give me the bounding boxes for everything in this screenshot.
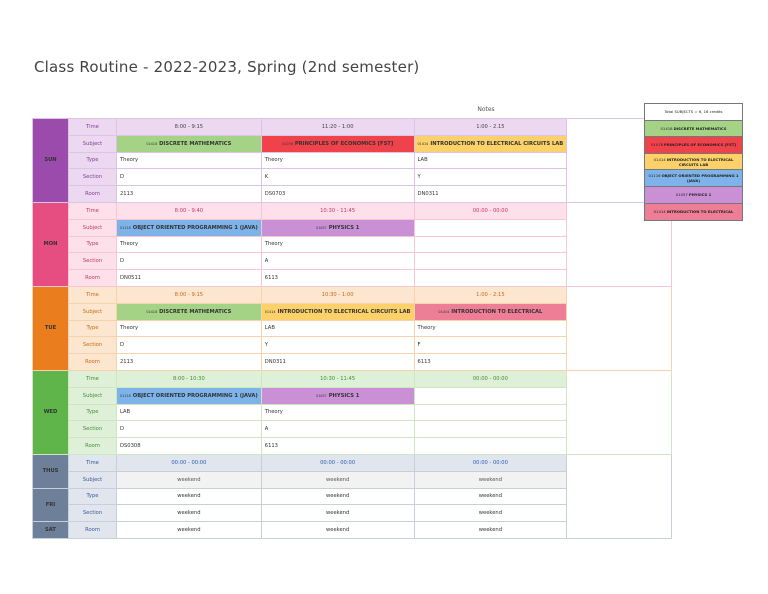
section-cell: D [117, 337, 262, 354]
day-label-wed: WED [33, 370, 69, 454]
row-label: Type [69, 488, 117, 505]
type-cell: Theory [261, 404, 414, 421]
type-cell: Theory [261, 152, 414, 169]
table-row [33, 119, 672, 136]
subject-code: 01116 [120, 393, 131, 398]
section-cell: D [117, 253, 262, 270]
legend-name: PHYSICS 1 [688, 191, 712, 197]
type-cell: LAB [261, 320, 414, 337]
legend-item [645, 154, 742, 171]
section-cell [414, 421, 567, 438]
row-label: Type [69, 236, 117, 253]
subject-name: OBJECT ORIENTED PROGRAMMING 1 (JAVA) [132, 224, 258, 231]
type-cell: Theory [261, 236, 414, 253]
legend-name: INTRODUCTION TO ELECTRICAL CIRCUITS LAB [666, 156, 734, 167]
weekend-cell: weekend [261, 488, 414, 505]
type-cell: Theory [117, 320, 262, 337]
time-cell: 11:20 - 1:00 [261, 119, 414, 136]
section-cell: D [117, 421, 262, 438]
subject-name: INTRODUCTION TO ELECTRICAL [451, 308, 543, 315]
subject-code: 01418 [146, 309, 158, 314]
row-label: Room [69, 522, 117, 539]
subject-name: DISCRETE MATHEMATICS [159, 308, 232, 315]
section-cell: D [117, 169, 262, 186]
subject-code: 01414 [438, 309, 450, 314]
legend-header: Total SUBJECTS = 6, 16 credits [645, 104, 742, 121]
subject-code: 01078 [282, 141, 293, 146]
room-cell: 6113 [414, 354, 567, 371]
row-label: Time [69, 202, 117, 219]
row-label: Type [69, 404, 117, 421]
subject-name: INTRODUCTION TO ELECTRICAL CIRCUITS LAB [277, 308, 411, 315]
notes-cell[interactable] [567, 454, 672, 538]
section-cell: Y [414, 169, 567, 186]
section-cell [414, 253, 567, 270]
row-label: Time [69, 370, 117, 387]
legend-item [645, 121, 742, 138]
section-cell: K [261, 169, 414, 186]
row-label: Time [69, 286, 117, 303]
legend-code: 01116 [648, 173, 661, 179]
room-cell: DN0311 [414, 186, 567, 203]
subject-code: 01116 [120, 225, 131, 230]
weekend-cell: weekend [414, 505, 567, 522]
legend-item [645, 137, 742, 154]
row-label: Section [69, 253, 117, 270]
subject-cell [117, 219, 262, 236]
subject-cell [117, 303, 262, 320]
room-cell: 2113 [117, 186, 262, 203]
time-cell: 10:30 - 11:45 [261, 370, 414, 387]
weekend-cell: weekend [414, 488, 567, 505]
row-label: Type [69, 320, 117, 337]
legend-item [645, 187, 742, 204]
type-cell: Theory [117, 152, 262, 169]
type-cell: LAB [117, 404, 262, 421]
row-label: Subject [69, 219, 117, 236]
day-label-tue: TUE [33, 286, 69, 370]
row-label: Time [69, 119, 117, 136]
time-cell: 00:00 - 00:00 [414, 202, 567, 219]
time-cell: 1:00 - 2.15 [414, 119, 567, 136]
row-label: Type [69, 152, 117, 169]
routine-table [32, 118, 672, 539]
weekend-cell: weekend [261, 471, 414, 488]
time-cell: 1:00 - 2:15 [414, 286, 567, 303]
row-label: Subject [69, 303, 117, 320]
type-cell [414, 404, 567, 421]
weekend-cell: weekend [414, 522, 567, 539]
subject-name: PHYSICS 1 [328, 224, 360, 231]
weekend-cell: weekend [117, 488, 262, 505]
type-cell [414, 236, 567, 253]
time-cell: 10:30 - 11:45 [261, 202, 414, 219]
notes-label: Notes [477, 106, 495, 113]
day-label-sat: SAT [33, 522, 69, 539]
weekend-cell: weekend [414, 471, 567, 488]
legend-code: 01418 [660, 125, 673, 131]
time-cell: 00:00 - 00:00 [117, 454, 262, 471]
row-label: Section [69, 505, 117, 522]
section-cell: A [261, 421, 414, 438]
subject-name: INTRODUCTION TO ELECTRICAL CIRCUITS LAB [430, 140, 564, 147]
subject-name: PHYSICS 1 [328, 392, 360, 399]
type-cell: Theory [414, 320, 567, 337]
weekend-cell: weekend [117, 522, 262, 539]
legend-name: PRINCIPLES OF ECONOMICS [FST] [664, 142, 737, 148]
weekend-cell: weekend [261, 505, 414, 522]
subject-cell [414, 219, 567, 236]
row-label: Section [69, 337, 117, 354]
room-cell: DN0311 [261, 354, 414, 371]
type-cell: Theory [117, 236, 262, 253]
legend-name: OBJECT ORIENTED PROGRAMMING 1 (JAVA) [661, 173, 739, 184]
legend-code: 01414 [653, 156, 666, 162]
subject-cell [261, 387, 414, 404]
legend-code: 01078 [650, 142, 664, 148]
subject-code: 01414 [417, 141, 429, 146]
type-cell: LAB [414, 152, 567, 169]
row-label: Subject [69, 387, 117, 404]
weekend-cell: weekend [117, 505, 262, 522]
subject-cell [117, 387, 262, 404]
room-cell: 2113 [117, 354, 262, 371]
row-label: Subject [69, 135, 117, 152]
room-cell: 6113 [261, 438, 414, 455]
time-cell: 00:00 - 00:00 [414, 370, 567, 387]
section-cell: F [414, 337, 567, 354]
room-cell [414, 270, 567, 287]
time-cell: 8:00 - 9:15 [117, 286, 262, 303]
row-label: Time [69, 454, 117, 471]
weekend-cell: weekend [117, 471, 262, 488]
row-label: Room [69, 186, 117, 203]
room-cell [414, 438, 567, 455]
subject-code: 01418 [146, 141, 158, 146]
day-label-fri: FRI [33, 488, 69, 522]
subject-code: 01057 [315, 225, 327, 230]
time-cell: 8:00 - 10:30 [117, 370, 262, 387]
legend-item [645, 170, 742, 187]
table-row [33, 286, 672, 303]
subject-legend [644, 103, 743, 221]
time-cell: 8:00 - 9:15 [117, 119, 262, 136]
subject-cell [414, 135, 567, 152]
row-label: Subject [69, 471, 117, 488]
subject-cell [261, 303, 414, 320]
weekend-cell: weekend [261, 522, 414, 539]
legend-code: 01414 [653, 208, 666, 214]
row-label: Room [69, 438, 117, 455]
row-label: Room [69, 354, 117, 371]
subject-cell [414, 387, 567, 404]
room-cell: DS0703 [261, 186, 414, 203]
legend-name: INTRODUCTION TO ELECTRICAL [666, 208, 734, 214]
time-cell: 00:00 - 00:00 [261, 454, 414, 471]
subject-cell [117, 135, 262, 152]
legend-code: 01057 [675, 191, 688, 197]
section-cell: A [261, 253, 414, 270]
subject-cell [261, 135, 414, 152]
legend-item [645, 204, 742, 221]
subject-name: OBJECT ORIENTED PROGRAMMING 1 (JAVA) [132, 392, 258, 399]
notes-cell[interactable] [567, 286, 672, 370]
subject-name: DISCRETE MATHEMATICS [159, 140, 232, 147]
subject-code: 01057 [315, 393, 327, 398]
row-label: Room [69, 270, 117, 287]
subject-cell [414, 303, 567, 320]
time-cell: 10:30 - 1:00 [261, 286, 414, 303]
subject-cell [261, 219, 414, 236]
row-label: Section [69, 169, 117, 186]
legend-name: DISCRETE MATHEMATICS [673, 125, 727, 131]
page-title: Class Routine - 2022-2023, Spring (2nd semester) [34, 58, 420, 76]
day-label-sun: SUN [33, 119, 69, 203]
room-cell: DS0308 [117, 438, 262, 455]
table-row [33, 202, 672, 219]
notes-cell[interactable] [567, 370, 672, 454]
day-label-mon: MON [33, 202, 69, 286]
room-cell: DN0511 [117, 270, 262, 287]
subject-name: PRINCIPLES OF ECONOMICS [FST] [294, 140, 394, 147]
table-row [33, 370, 672, 387]
subject-code: 01414 [264, 309, 276, 314]
time-cell: 00:00 - 00:00 [414, 454, 567, 471]
time-cell: 8:00 - 9:40 [117, 202, 262, 219]
section-cell: Y [261, 337, 414, 354]
table-row [33, 454, 672, 471]
row-label: Section [69, 421, 117, 438]
day-label-thus: THUS [33, 454, 69, 488]
room-cell: 6113 [261, 270, 414, 287]
